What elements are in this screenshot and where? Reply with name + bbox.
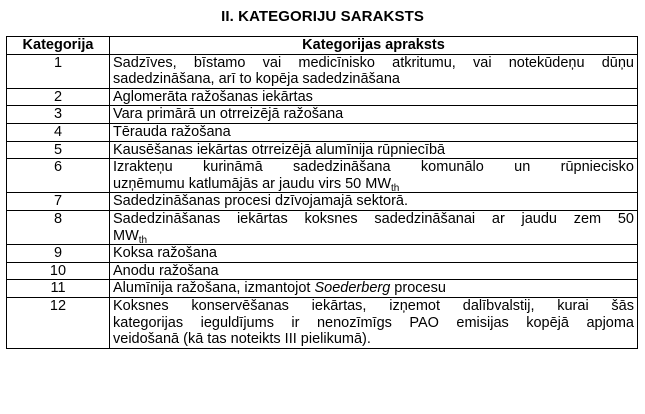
table-row: [7, 123, 638, 141]
category-number: 11: [7, 280, 110, 298]
category-description: [110, 54, 638, 88]
description-line: veidošanā (kā tas noteikts III pielikumā).: [113, 331, 371, 348]
category-description: [110, 141, 638, 159]
category-number: 12: [7, 297, 110, 348]
category-number: 1: [7, 54, 110, 88]
table-row: [7, 280, 638, 298]
category-description: [110, 106, 638, 124]
category-number: 8: [7, 210, 110, 244]
table-row: [7, 54, 638, 88]
description-line: [113, 228, 634, 245]
category-number: 7: [7, 193, 110, 211]
table-row: [7, 297, 638, 348]
description-line: [113, 176, 634, 193]
category-description: [110, 297, 638, 348]
description-line: Vara primārā un otrreizējā ražošana: [113, 106, 344, 123]
category-number: 10: [7, 262, 110, 280]
category-number: 4: [7, 123, 110, 141]
table-header-row: [7, 37, 638, 55]
description-line: Sadzīves, bīstamo vai medicīnisko atkritumu, vai notekūdeņu dūņu: [113, 54, 634, 71]
category-description: [110, 88, 638, 106]
category-number: 5: [7, 141, 110, 159]
category-table: [6, 36, 638, 349]
category-description: [110, 280, 638, 298]
category-number: 6: [7, 159, 110, 193]
description-text: MW: [113, 227, 139, 244]
description-line: Tērauda ražošana: [113, 123, 231, 140]
table-row: [7, 193, 638, 211]
table-row: [7, 262, 638, 280]
process-name: Soederberg: [314, 280, 391, 297]
category-number: 9: [7, 245, 110, 263]
table-row: [7, 210, 638, 244]
table-row: [7, 106, 638, 124]
description-line: [113, 280, 634, 297]
category-description: [110, 210, 638, 244]
description-line: kategorijas ieguldījums ir nenozīmīgs PAO emisijas kopējā apjoma: [113, 314, 634, 331]
table-row: [7, 159, 638, 193]
description-line: Sadedzināšanas procesi dzīvojamajā sektorā.: [113, 193, 408, 210]
category-number: 2: [7, 88, 110, 106]
table-row: [7, 88, 638, 106]
column-header-category: Kategorija: [7, 37, 110, 55]
category-description: [110, 193, 638, 211]
description-line: Koksa ražošana: [113, 245, 217, 262]
description-text: uzņēmumu katlumājās ar jaudu virs 50 MW: [113, 175, 392, 192]
table-row: [7, 141, 638, 159]
subscript-th: th: [138, 234, 148, 246]
description-line: Aglomerāta ražošanas iekārtas: [113, 88, 313, 105]
description-line: Sadedzināšanas iekārtas koksnes sadedzināšanai ar jaudu zem 50: [113, 210, 634, 227]
category-number: 3: [7, 106, 110, 124]
column-header-description: Kategorijas apraksts: [110, 37, 638, 55]
category-description: [110, 245, 638, 263]
description-text: procesu: [390, 280, 446, 297]
description-line: Anodu ražošana: [113, 262, 219, 279]
description-text: Alumīnija ražošana, izmantojot: [113, 280, 315, 297]
category-description: [110, 123, 638, 141]
page-title: II. KATEGORIJU SARAKSTS: [221, 8, 424, 25]
description-line: Izrakteņu kurināmā sadedzināšana komunālo un rūpniecisko: [113, 159, 634, 176]
description-line: sadedzināšana, arī to kopēja sadedzināšana: [113, 71, 400, 88]
subscript-th: th: [391, 182, 400, 194]
category-description: [110, 262, 638, 280]
description-line: Koksnes konservēšanas iekārtas, izņemot dalībvalstij, kurai šās: [113, 297, 634, 314]
description-line: Kausēšanas iekārtas otrreizējā alumīnija rūpniecībā: [113, 141, 446, 158]
category-description: [110, 159, 638, 193]
table-row: [7, 245, 638, 263]
